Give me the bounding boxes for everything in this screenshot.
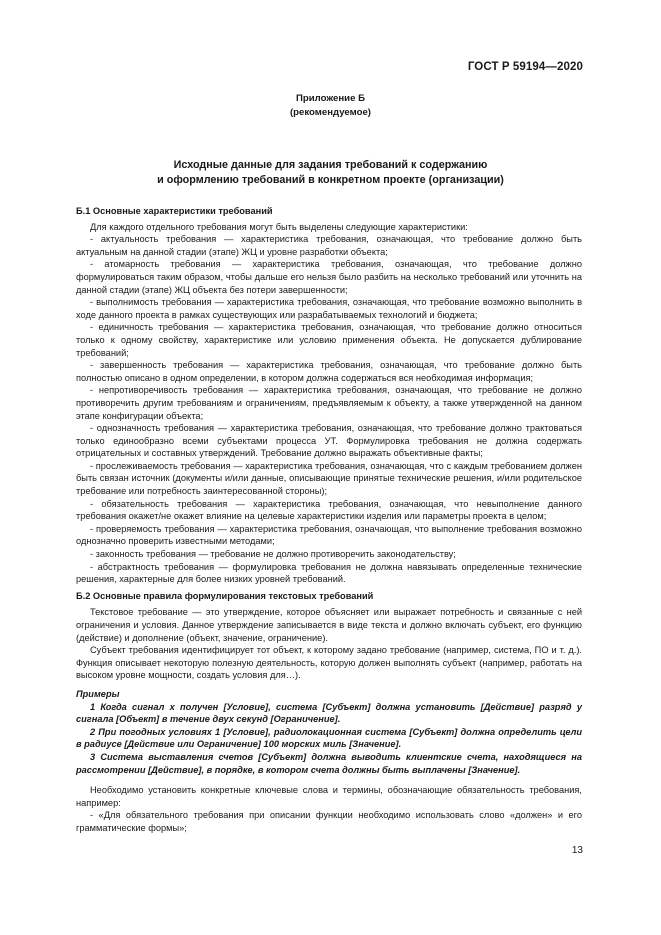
list-item: - обязательность требования — характеристика требования, означающая, что невыполнение данного требования окажет/не окажет влияние на целевые характеристики изделия или параметры проекта в целом;	[76, 498, 582, 522]
example-item: 3 Система выставления счетов [Субъект] должна выводить клиентские счета, находящиеся на рассмотрении [Действие], в порядке, в котором счета должны быть выплачены [Значение].	[76, 751, 582, 775]
paragraph: Необходимо установить конкретные ключевые слова и термины, обозначающие обязательность требования, например:	[76, 785, 582, 808]
example-item: 2 При погодных условиях 1 [Условие], радиолокационная система [Субъект] должна определить цели в радиусе [Действие или Ограничение] 100 морских миль [Значение].	[76, 726, 582, 750]
example-item: 1 Когда сигнал x получен [Условие], система [Субъект] должна установить [Действие] разряд у сигнала [Объект] в течение двух секунд [Ограничение].	[76, 701, 582, 725]
list-item: - непротиворечивость требования — характеристика требования, означающая, что требование не должно противоречить другим требованиям и ограничениям, предъявляемым к объекту, а также утвержденной на данном этапе конфигурации объекта;	[76, 385, 582, 421]
annex-title	[0, 158, 661, 188]
paragraph: Текстовое требование — это утверждение, которое объясняет или выражает потребность и связанные с ней ограничения и условия. Данное утверждение записывается в виде текста и должно включать субъект, его функцию (действие) и дополнение (объект, значение, ограничение).	[76, 607, 582, 643]
section-heading-b1: Б.1 Основные характеристики требований	[76, 206, 273, 216]
paragraph: Субъект требования идентифицирует тот объект, к которому задано требование (например, система, ПО и т. д.). Функция описывает некоторую полезную деятельность, которую должен выполнять субъект (например, работать на высоком уровне мощности, создать условия для…).	[76, 645, 582, 681]
annex-label: Приложение Б	[296, 93, 365, 104]
list-item: - проверяемость требования — характеристика требования, означающая, что выполнение требования возможно однозначно проверить известными методами;	[76, 523, 582, 547]
annex-heading	[0, 92, 661, 120]
list-item: - актуальность требования — характеристика требования, означающая, что требование должно быть актуальным на данной стадии (этапе) ЖЦ и уровне разработки объекта;	[76, 234, 582, 257]
document-body	[76, 205, 582, 835]
examples-heading: Примеры	[76, 688, 120, 699]
list-item: - законность требования — требование не должно противоречить законодательству;	[90, 549, 456, 560]
list-item: - абстрактность требования — формулировка требования не должна навязывать определенные технические решения, характерные для более низких уровней требований.	[76, 561, 582, 585]
list-item: - единичность требования — характеристика требования, означающая, что требование должно относиться только к одному свойству, характеристике или условию применения объекта. Не допускается дублирование требований;	[76, 322, 582, 358]
list-item: - однозначность требования — характеристика требования, означающая, что требование должно трактоваться только единообразно всеми субъектами процесса УТ. Формулировка требования не должна содержать отрицательных и составных утверждений. Требование должно выражать объективные факты;	[76, 423, 582, 459]
annex-title-line-2: и оформлению требований в конкретном проекте (организации)	[157, 174, 504, 186]
list-item: - атомарность требования — характеристика требования, означающая, что требование должно формулироваться таким образом, чтобы дальше его нельзя было разбить на несколько требований или уточнить на данной стадии (этапе) ЖЦ объекта без потери завершенности;	[76, 259, 582, 295]
list-item: - «Для обязательного требования при описании функции необходимо использовать слово «должен» и его грамматические формы»;	[76, 810, 582, 833]
paragraph: Для каждого отдельного требования могут быть выделены следующие характеристики:	[90, 221, 468, 232]
standard-number: ГОСТ Р 59194—2020	[467, 61, 583, 73]
section-heading-b2: Б.2 Основные правила формулирования текстовых требований	[76, 590, 374, 601]
annex-status: (рекомендуемое)	[289, 107, 371, 118]
list-item: - завершенность требования — характеристика требования, означающая, что требование должно быть полностью описано в одном определении, в котором должна содержаться вся необходимая информация;	[76, 360, 582, 383]
list-item: - прослеживаемость требования — характеристика требования, означающая, что с каждым требованием должен быть связан источник (документы и/или данные, описывающие принятые технические решения, и/или родительское требование или потребность заинтересованной стороны);	[76, 460, 582, 497]
list-item: - выполнимость требования — характеристика требования, означающая, что требование возможно выполнить в ходе данного проекта в рамках существующих или разрабатываемых технологий и бюджета;	[76, 297, 582, 320]
page-number: 13	[571, 845, 583, 856]
annex-title-line-1: Исходные данные для задания требований к содержанию	[173, 159, 488, 171]
